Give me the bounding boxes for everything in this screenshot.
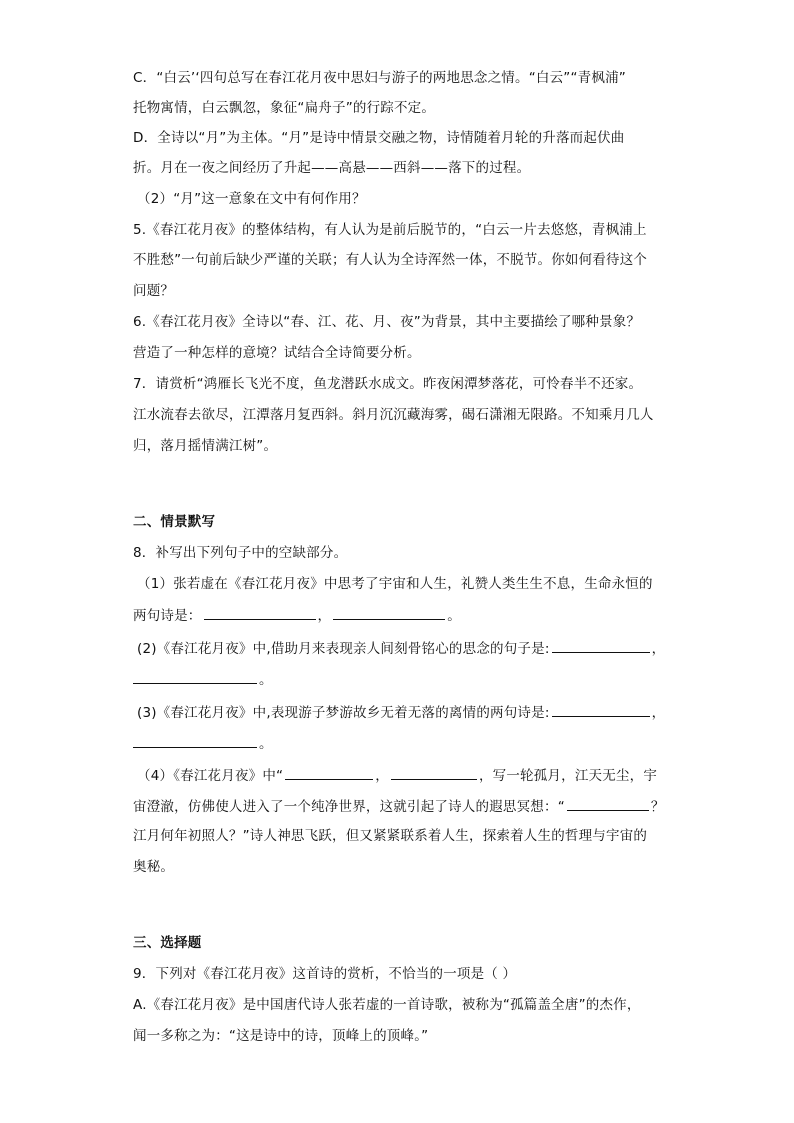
option-d-line-2: 折。月在一夜之间经历了升起——高悬——西斜——落下的过程。 <box>133 160 531 176</box>
answer-blank[interactable] <box>333 606 445 620</box>
line-text: （4）《春江花月夜》中“ <box>137 768 284 784</box>
line-text: ， <box>375 768 389 784</box>
line-text: ，写一轮孤月，江天无尘，宇 <box>478 768 658 784</box>
answer-blank[interactable] <box>391 766 477 780</box>
line-text: (2)《春江花月夜》中,借助月来表现亲人间刻骨铭心的思念的句子是: <box>137 641 550 657</box>
question-7-line-1: 7．请赏析“鸿雁长飞光不度，鱼龙潜跃水成文。昨夜闲潭梦落花，可怜春半不还家。 <box>133 376 643 392</box>
question-8-1-line-2 <box>133 606 461 625</box>
question-8-3-line-1 <box>137 703 665 722</box>
answer-blank[interactable] <box>133 734 257 748</box>
question-5-line-2: 不胜愁”一句前后缺少严谨的关联；有人认为全诗浑然一体，不脱节。你如何看待这个 <box>133 252 648 268</box>
line-text: 宙澄澈，仿佛使人进入了一个纯净世界，这就引起了诗人的遐思冥想：“ <box>133 799 565 815</box>
question-6-line-1: 6.《春江花月夜》全诗以“春、江、花、月、夜”为背景，其中主要描绘了哪种景象？ <box>133 314 641 330</box>
line-text: ， <box>651 705 666 721</box>
question-8-4-line-2 <box>133 797 665 816</box>
question-8-4-line-4: 奥秘。 <box>133 859 175 875</box>
answer-blank[interactable] <box>285 766 373 780</box>
question-8-1-line-1: （1）张若虚在《春江花月夜》中思考了宇宙和人生，礼赞人类生生不息，生命永恒的 <box>137 576 653 592</box>
line-text: ， <box>651 641 666 657</box>
option-c-line-1: C．“白云’‘四句总写在春江花月夜中思妇与游子的两地思念之情。“白云”“青枫浦” <box>133 70 626 86</box>
answer-blank[interactable] <box>567 797 649 811</box>
question-7-line-2: 江水流春去欲尽，江潭落月复西斜。斜月沉沉藏海雾，碣石潇湘无限路。不知乘月几人 <box>133 407 654 423</box>
answer-blank[interactable] <box>204 606 316 620</box>
question-8-2-line-2 <box>133 670 273 689</box>
option-c-line-2: 托物寓情，白云飘忽，象征“扁舟子”的行踪不定。 <box>133 100 436 116</box>
question-6-line-2: 营造了一种怎样的意境？试结合全诗简要分析。 <box>133 345 421 361</box>
question-9-stem: 9．下列对《春江花月夜》这首诗的赏析，不恰当的一项是（ ） <box>133 966 517 982</box>
question-7-line-3: 归，落月摇情满江树”。 <box>133 438 278 454</box>
answer-blank[interactable] <box>552 639 650 653</box>
section-heading-2: 二、情景默写 <box>133 514 216 530</box>
line-text: 。 <box>259 672 273 688</box>
question-4-2: （2）“月”这一意象在文中有何作用？ <box>137 191 366 207</box>
question-8-4-line-1 <box>137 766 657 785</box>
line-text: 两句诗是： <box>133 608 202 624</box>
line-text: ？ <box>650 799 665 815</box>
answer-blank[interactable] <box>133 670 257 684</box>
question-5-line-3: 问题？ <box>133 283 175 299</box>
line-text: ， <box>317 608 332 624</box>
option-a-line-1: A.《春江花月夜》是中国唐代诗人张若虚的一首诗歌，被称为“孤篇盖全唐”的杰作， <box>133 997 641 1013</box>
question-8-4-line-3: 江月何年初照人？”诗人神思飞跃，但又紧紧联系着人生，探索着人生的哲理与宇宙的 <box>133 828 648 844</box>
line-text: 。 <box>259 736 273 752</box>
line-text: (3)《春江花月夜》中,表现游子梦游故乡无着无落的离情的两句诗是: <box>137 705 550 721</box>
option-a-line-2: 闻一多称之为：“这是诗中的诗，顶峰上的顶峰。” <box>133 1028 429 1044</box>
line-text: 。 <box>447 608 461 624</box>
section-heading-3: 三、选择题 <box>133 935 202 951</box>
answer-blank[interactable] <box>552 703 650 717</box>
question-8-2-line-1 <box>137 639 665 658</box>
question-5-line-1: 5.《春江花月夜》的整体结构，有人认为是前后脱节的，“白云一片去悠悠，青枫浦上 <box>133 222 647 238</box>
question-8-3-line-2 <box>133 734 273 753</box>
question-8-stem: 8．补写出下列句子中的空缺部分。 <box>133 545 348 561</box>
option-d-line-1: D．全诗以“月”为主体。“月”是诗中情景交融之物，诗情随着月轮的升落而起伏曲 <box>133 130 625 146</box>
